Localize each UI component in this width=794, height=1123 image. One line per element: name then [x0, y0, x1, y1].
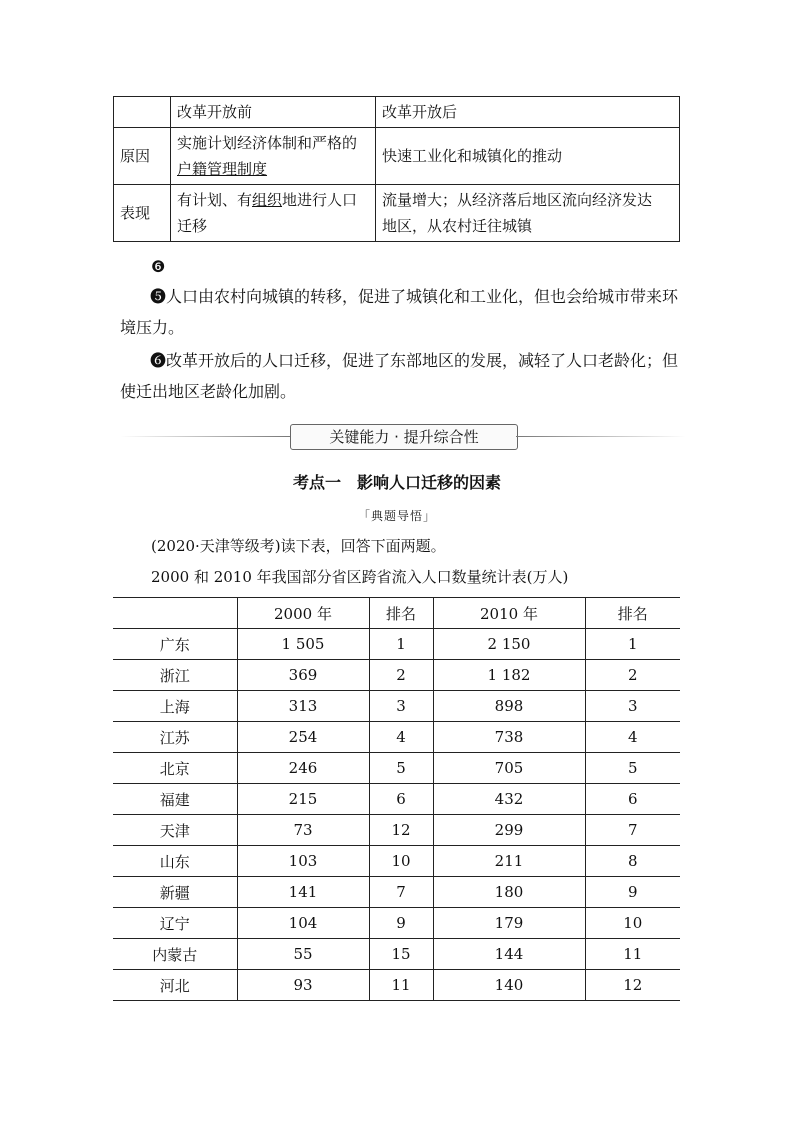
province-cell: 江苏 — [113, 722, 237, 753]
table-cell: 7 — [369, 877, 433, 908]
column-header: 排名 — [369, 598, 433, 629]
table-cell: 2 150 — [433, 629, 585, 660]
cell-text: 迁移 — [177, 217, 208, 235]
table-cell: 140 — [433, 970, 585, 1001]
table-cell: 432 — [433, 784, 585, 815]
note-marker: ❻ — [151, 257, 166, 276]
table-cell: 12 — [585, 970, 680, 1001]
cell-after: 快速工业化和城镇化的推动 — [376, 128, 680, 185]
table-row — [113, 629, 680, 660]
row-label: 表现 — [114, 185, 171, 242]
table-row — [113, 722, 680, 753]
table-cell: 3 — [369, 691, 433, 722]
table-cell: 3 — [585, 691, 680, 722]
table-row — [113, 660, 680, 691]
comparison-table — [113, 96, 680, 242]
column-header: 排名 — [585, 598, 680, 629]
table-cell: 11 — [369, 970, 433, 1001]
table-cell: 8 — [585, 846, 680, 877]
note-paragraph: ❻改革开放后的人口迁移，促进了东部地区的发展，减轻了人口老龄化；但使迁出地区老龄化加剧。 — [120, 351, 679, 401]
table-cell: 93 — [237, 970, 369, 1001]
table-cell: 246 — [237, 753, 369, 784]
column-header — [113, 598, 237, 629]
table-cell: 55 — [237, 939, 369, 970]
question-intro: (2020·天津等级考)读下表，回答下面两题。 — [151, 537, 446, 555]
table-cell: 211 — [433, 846, 585, 877]
table-cell: 1 182 — [433, 660, 585, 691]
cell-text: 户籍管理制度 — [177, 160, 268, 178]
migration-table — [113, 597, 680, 1001]
column-header: 2000 年 — [237, 598, 369, 629]
table-cell: 15 — [369, 939, 433, 970]
table-cell: 7 — [585, 815, 680, 846]
note-paragraph: ❺人口由农村向城镇的转移，促进了城镇化和工业化，但也会给城市带来环境压力。 — [120, 287, 679, 337]
table-cell: 1 — [585, 629, 680, 660]
table-cell: 705 — [433, 753, 585, 784]
cell-before — [171, 128, 376, 185]
table-cell: 10 — [369, 846, 433, 877]
table-caption: 2000 和 2010 年我国部分省区跨省流入人口数量统计表(万人) — [151, 568, 569, 586]
migration-header-row — [113, 598, 680, 629]
province-cell: 天津 — [113, 815, 237, 846]
table-cell: 144 — [433, 939, 585, 970]
table-row — [113, 846, 680, 877]
section-banner — [120, 424, 686, 450]
table-cell: 6 — [369, 784, 433, 815]
table-row — [113, 970, 680, 1001]
comparison-header-cell: 改革开放前 — [171, 97, 376, 128]
province-cell: 河北 — [113, 970, 237, 1001]
table-row — [113, 939, 680, 970]
table-cell: 180 — [433, 877, 585, 908]
province-cell: 山东 — [113, 846, 237, 877]
table-cell: 73 — [237, 815, 369, 846]
table-cell: 6 — [585, 784, 680, 815]
divider — [120, 436, 290, 437]
table-row — [113, 753, 680, 784]
cell-after — [376, 185, 680, 242]
row-label: 原因 — [114, 128, 171, 185]
cell-before — [171, 185, 376, 242]
divider — [516, 436, 686, 437]
table-cell: 4 — [585, 722, 680, 753]
table-row — [113, 815, 680, 846]
table-cell: 898 — [433, 691, 585, 722]
comparison-header-cell: 改革开放后 — [376, 97, 680, 128]
cell-text: 有计划、有 — [177, 191, 253, 209]
section-banner-label: 关键能力 · 提升综合性 — [290, 424, 518, 450]
table-cell: 9 — [369, 908, 433, 939]
table-row — [113, 784, 680, 815]
table-cell: 2 — [585, 660, 680, 691]
table-cell: 1 — [369, 629, 433, 660]
table-cell: 11 — [585, 939, 680, 970]
comparison-row-cause — [114, 128, 680, 185]
table-row — [113, 908, 680, 939]
column-header: 2010 年 — [433, 598, 585, 629]
table-cell: 10 — [585, 908, 680, 939]
table-cell: 254 — [237, 722, 369, 753]
province-cell: 广东 — [113, 629, 237, 660]
table-cell: 104 — [237, 908, 369, 939]
kp-title: 考点一 影响人口迁移的因素 — [292, 473, 501, 492]
comparison-row-manifestation — [114, 185, 680, 242]
table-cell: 738 — [433, 722, 585, 753]
province-cell: 新疆 — [113, 877, 237, 908]
table-cell: 179 — [433, 908, 585, 939]
table-cell: 1 505 — [237, 629, 369, 660]
migration-table-body — [113, 629, 680, 1001]
comparison-header-row — [114, 97, 680, 128]
cell-text: 地区，从农村迁往城镇 — [382, 217, 533, 235]
province-cell: 北京 — [113, 753, 237, 784]
comparison-header-cell — [114, 97, 171, 128]
table-cell: 5 — [369, 753, 433, 784]
cell-text: 流量增大；从经济落后地区流向经济发达 — [382, 191, 653, 209]
cell-text: 实施计划经济体制和严格的 — [177, 134, 358, 152]
table-cell: 12 — [369, 815, 433, 846]
table-cell: 103 — [237, 846, 369, 877]
table-cell: 299 — [433, 815, 585, 846]
province-cell: 上海 — [113, 691, 237, 722]
table-cell: 4 — [369, 722, 433, 753]
table-row — [113, 877, 680, 908]
table-row — [113, 691, 680, 722]
province-cell: 辽宁 — [113, 908, 237, 939]
table-cell: 5 — [585, 753, 680, 784]
cell-text-underlined: 组织 — [252, 191, 283, 209]
sub-tag: 「典题导悟」 — [357, 509, 436, 523]
province-cell: 浙江 — [113, 660, 237, 691]
province-cell: 福建 — [113, 784, 237, 815]
cell-text: 地进行人口 — [282, 191, 358, 209]
province-cell: 内蒙古 — [113, 939, 237, 970]
table-cell: 2 — [369, 660, 433, 691]
table-cell: 215 — [237, 784, 369, 815]
table-cell: 9 — [585, 877, 680, 908]
table-cell: 141 — [237, 877, 369, 908]
table-cell: 369 — [237, 660, 369, 691]
table-cell: 313 — [237, 691, 369, 722]
